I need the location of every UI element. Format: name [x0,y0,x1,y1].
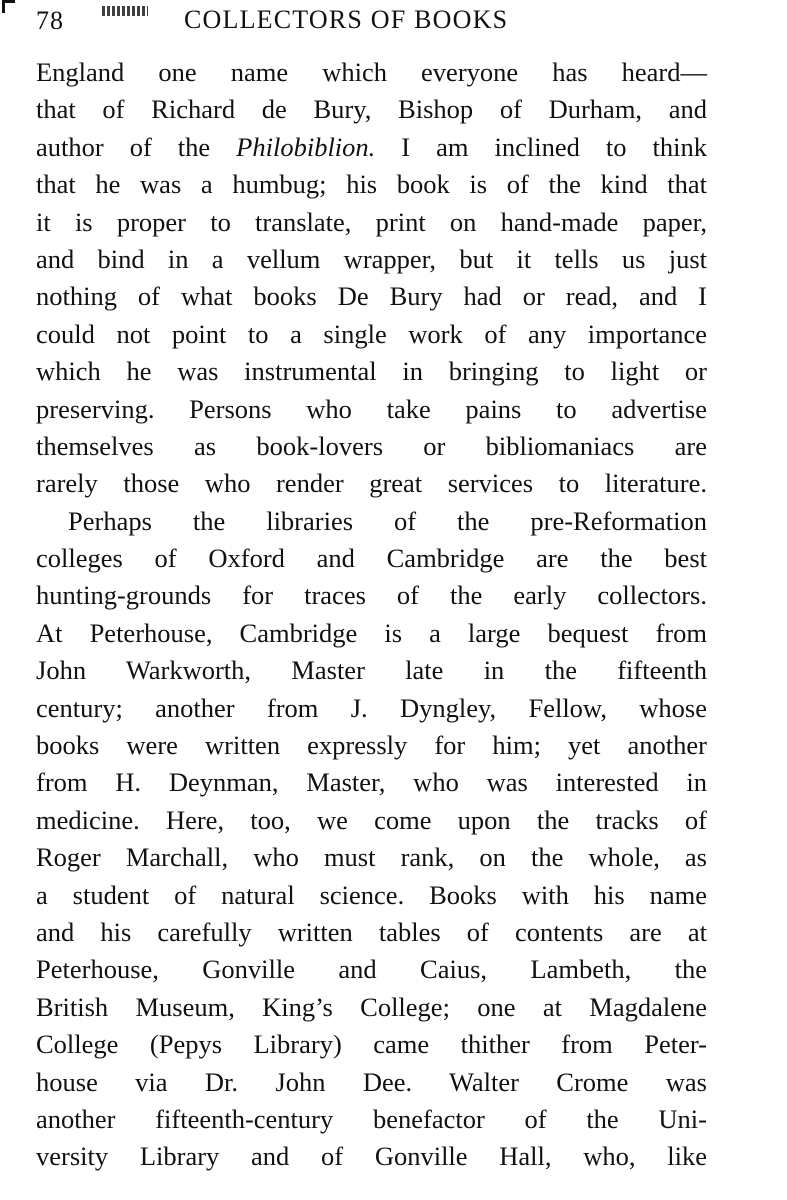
text-line: British Museum, King’s College; one at Magdalene [36,991,707,1022]
corner-crop-mark [2,0,15,13]
page-number: 78 [36,6,64,35]
text-line: century; another from J. Dyngley, Fellow, whose [36,692,707,723]
text-line: books were written expressly for him; yet another [36,730,707,761]
text-line: another fifteenth-century benefactor of the Uni- [36,1103,707,1134]
text-line: house via Dr. John Dee. Walter Crome was [36,1066,707,1097]
text-fragment: author of the [36,131,237,162]
text-line: preserving. Persons who take pains to advertise [36,393,707,424]
text-line [36,129,707,166]
text-line: it is proper to translate, print on hand-made paper, [36,206,707,237]
running-title: COLLECTORS OF BOOKS [184,5,509,34]
body-text [36,54,707,1176]
text-line: England one name which everyone has heard— [36,57,707,87]
text-line: College (Pepys Library) came thither from Peter- [36,1029,707,1060]
text-line: that he was a humbug; his book is of the kind that [36,169,707,200]
text-line: which he was instrumental in bringing to light or [36,356,707,387]
text-line: colleges of Oxford and Cambridge are the best [36,543,707,574]
text-line: versity Library and of Gonville Hall, who, like [36,1141,707,1172]
text-line: that of Richard de Bury, Bishop of Durham, and [36,94,707,125]
text-line: rarely those who render great services to literature. [36,468,707,499]
text-line: medicine. Here, too, we come upon the tracks of [36,804,707,835]
text-line: hunting-grounds for traces of the early collectors. [36,580,707,611]
text-line: Perhaps the libraries of the pre-Reformation [68,505,707,536]
text-line: Peterhouse, Gonville and Caius, Lambeth, the [36,954,707,985]
text-line: Roger Marchall, who must rank, on the whole, as [36,842,707,873]
text-line: John Warkworth, Master late in the fifteenth [36,655,707,686]
text-fragment: I am inclined to think [375,131,707,162]
ink-blot-mark [102,6,148,16]
book-title-italic: Philobiblion. [236,131,376,162]
text-line: and his carefully written tables of contents are at [36,916,707,947]
text-line: from H. Deynman, Master, who was interested in [36,767,707,798]
text-line: At Peterhouse, Cambridge is a large bequest from [36,617,707,648]
text-line: nothing of what books De Bury had or read, and I [36,281,707,312]
text-line: and bind in a vellum wrapper, but it tells us just [36,243,707,274]
text-line: could not point to a single work of any importance [36,318,707,349]
text-line: themselves as book-lovers or bibliomaniacs are [36,430,707,461]
text-line: a student of natural science. Books with his name [36,879,707,910]
page-header [36,2,736,38]
